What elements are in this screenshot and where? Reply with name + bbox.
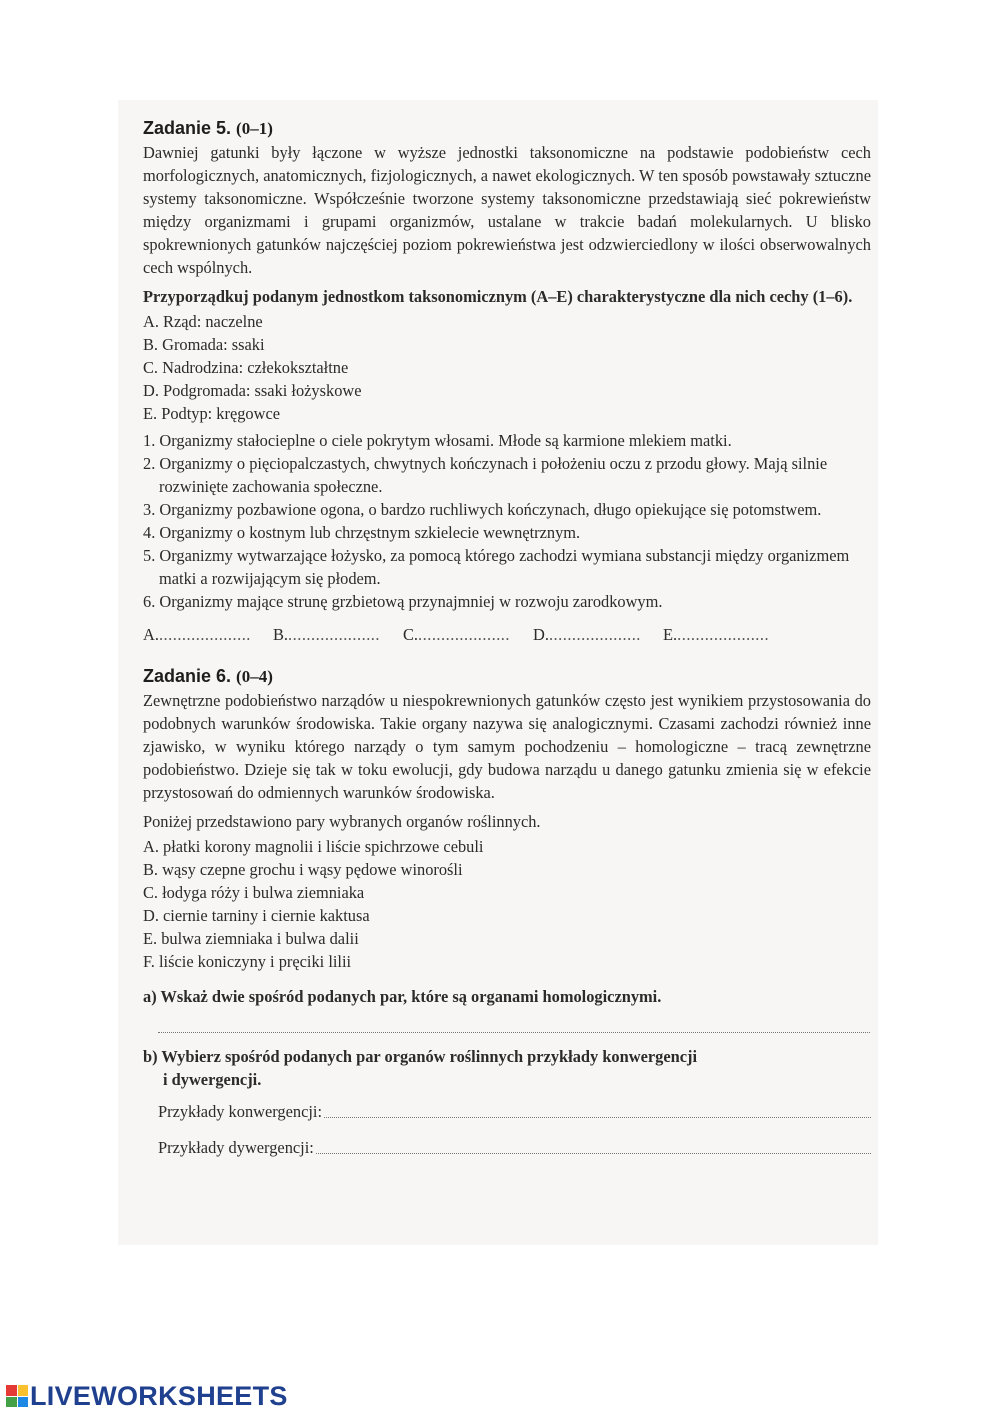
answer-dots-c: .................... — [418, 625, 510, 644]
answer-field-c[interactable] — [403, 623, 533, 646]
task-6-lead: Poniżej przedstawiono pary wybranych organów roślinnych. — [143, 812, 541, 831]
list-item: 2. Organizmy o pięciopalczastych, chwytnych kończynach i położeniu oczu z przodu głowy. Mają silnie rozwinięte zachowania społeczne. — [143, 454, 828, 496]
liveworksheets-logo — [6, 1381, 288, 1411]
list-item: B. wąsy czepne grochu i wąsy pędowe winorośli — [143, 860, 463, 879]
answer-field-d[interactable] — [533, 623, 663, 646]
logo-mark-icon — [6, 1385, 28, 1407]
list-item: 3. Organizmy pozbawione ogona, o bardzo ruchliwych kończynach, długo opiekujące się potomstwem. — [143, 500, 822, 519]
konwergencji-label: Przykłady konwergencji: — [158, 1102, 323, 1121]
answer-line-a[interactable] — [158, 1018, 870, 1033]
answer-label-c: C. — [403, 625, 419, 644]
features-list — [143, 429, 871, 613]
list-item: C. łodyga róży i bulwa ziemniaka — [143, 883, 365, 902]
answer-dots-a: .................... — [158, 625, 251, 644]
dywergencji-label: Przykłady dywergencji: — [158, 1138, 314, 1157]
answer-dots-d: .................... — [548, 625, 641, 644]
list-item: F. liście koniczyny i pręciki lilii — [143, 952, 352, 971]
list-item: D. ciernie tarniny i ciernie kaktusa — [143, 906, 370, 925]
logo-text: LIVEWORKSHEETS — [30, 1380, 288, 1411]
task-6-heading — [143, 666, 871, 687]
task-5 — [143, 118, 871, 646]
task-6 — [143, 666, 871, 1163]
answer-label-d: D. — [533, 625, 549, 644]
answer-field-e[interactable] — [663, 623, 793, 646]
answer-field-a[interactable] — [143, 623, 273, 646]
list-item: A. Rząd: naczelne — [143, 312, 263, 331]
question-b — [143, 1045, 871, 1091]
answer-label-b: B. — [273, 625, 289, 644]
answer-label-a: A. — [143, 625, 159, 644]
task-5-instruction: Przyporządkuj podanym jednostkom taksonomicznym (A–E) charakterystyczne dla nich cechy (1–6). — [143, 287, 853, 306]
list-item: B. Gromada: ssaki — [143, 335, 265, 354]
task-6-title: Zadanie 6. — [143, 666, 232, 686]
question-b-line-1: b) Wybierz spośród podanych par organów roślinnych przykłady konwergencji — [143, 1047, 698, 1066]
question-b-line-2: i dywergencji. — [163, 1070, 262, 1089]
task-5-answer-row — [143, 623, 871, 646]
task-6-points: (0–4) — [236, 667, 273, 686]
worksheet-content — [143, 118, 871, 1163]
list-item: 6. Organizmy mające strunę grzbietową przynajmniej w rozwoju zarodkowym. — [143, 592, 663, 611]
list-item: E. Podtyp: kręgowce — [143, 404, 281, 423]
organ-pairs-list — [143, 835, 871, 973]
list-item: 1. Organizmy stałocieplne o ciele pokrytym włosami. Młode są karmione mlekiem matki. — [143, 431, 732, 450]
answer-dots-b: .................... — [288, 625, 380, 644]
task-5-title: Zadanie 5. — [143, 118, 232, 138]
list-item: 4. Organizmy o kostnym lub chrzęstnym szkielecie wewnętrznym. — [143, 523, 581, 542]
list-item: C. Nadrodzina: człekokształtne — [143, 358, 349, 377]
list-item: E. bulwa ziemniaka i bulwa dalii — [143, 929, 359, 948]
answer-field-b[interactable] — [273, 623, 403, 646]
answer-label-e: E. — [663, 625, 678, 644]
konwergencji-row — [158, 1097, 871, 1127]
taxonomic-units-list — [143, 310, 871, 425]
task-5-heading — [143, 118, 871, 139]
task-6-intro: Zewnętrzne podobieństwo narządów u niespokrewnionych gatunków często jest wynikiem przystosowania do podobnych warunków środowiska. Takie organy nazywa się analogicznymi. Czasami zachodzi również inne zjawisko, w wyniku którego narządy o tym samym pochodzeniu – homologiczne – tracą zewnętrzne podobieństwo. Dzieje się tak w toku ewolucji, gdy budowa narządu u danego gatunku zmienia się w efekcie przystosowań do odmiennych warunków środowiska. — [143, 691, 871, 802]
list-item: 5. Organizmy wytwarzające łożysko, za pomocą którego zachodzi wymiana substancji między organizmem matki a rozwijającym się płodem. — [143, 546, 850, 588]
list-item: D. Podgromada: ssaki łożyskowe — [143, 381, 362, 400]
dywergencji-row — [158, 1133, 871, 1163]
answer-dots-e: .................... — [677, 625, 770, 644]
dywergencji-answer-line[interactable] — [316, 1133, 871, 1154]
konwergencji-answer-line[interactable] — [324, 1097, 871, 1118]
task-5-intro: Dawniej gatunki były łączone w wyższe jednostki taksonomiczne na podstawie podobieństw cech morfologicznych, anatomicznych, fizjologicznych, a nawet ekologicznych. W ten sposób powstawały sztuczne systemy taksonomiczne. Współcześnie tworzone systemy taksonomiczne przedstawiają sieć pokrewieństw między organizmami i grupami organizmów, ustalane w trakcie badań molekularnych. U blisko spokrewnionych gatunków najczęściej poziom pokrewieństwa jest odzwierciedlony w ilości obserwowalnych cech wspólnych. — [143, 143, 871, 277]
task-5-points: (0–1) — [236, 119, 273, 138]
list-item: A. płatki korony magnolii i liście spichrzowe cebuli — [143, 837, 484, 856]
question-a: a) Wskaż dwie spośród podanych par, które są organami homologicznymi. — [143, 987, 662, 1006]
